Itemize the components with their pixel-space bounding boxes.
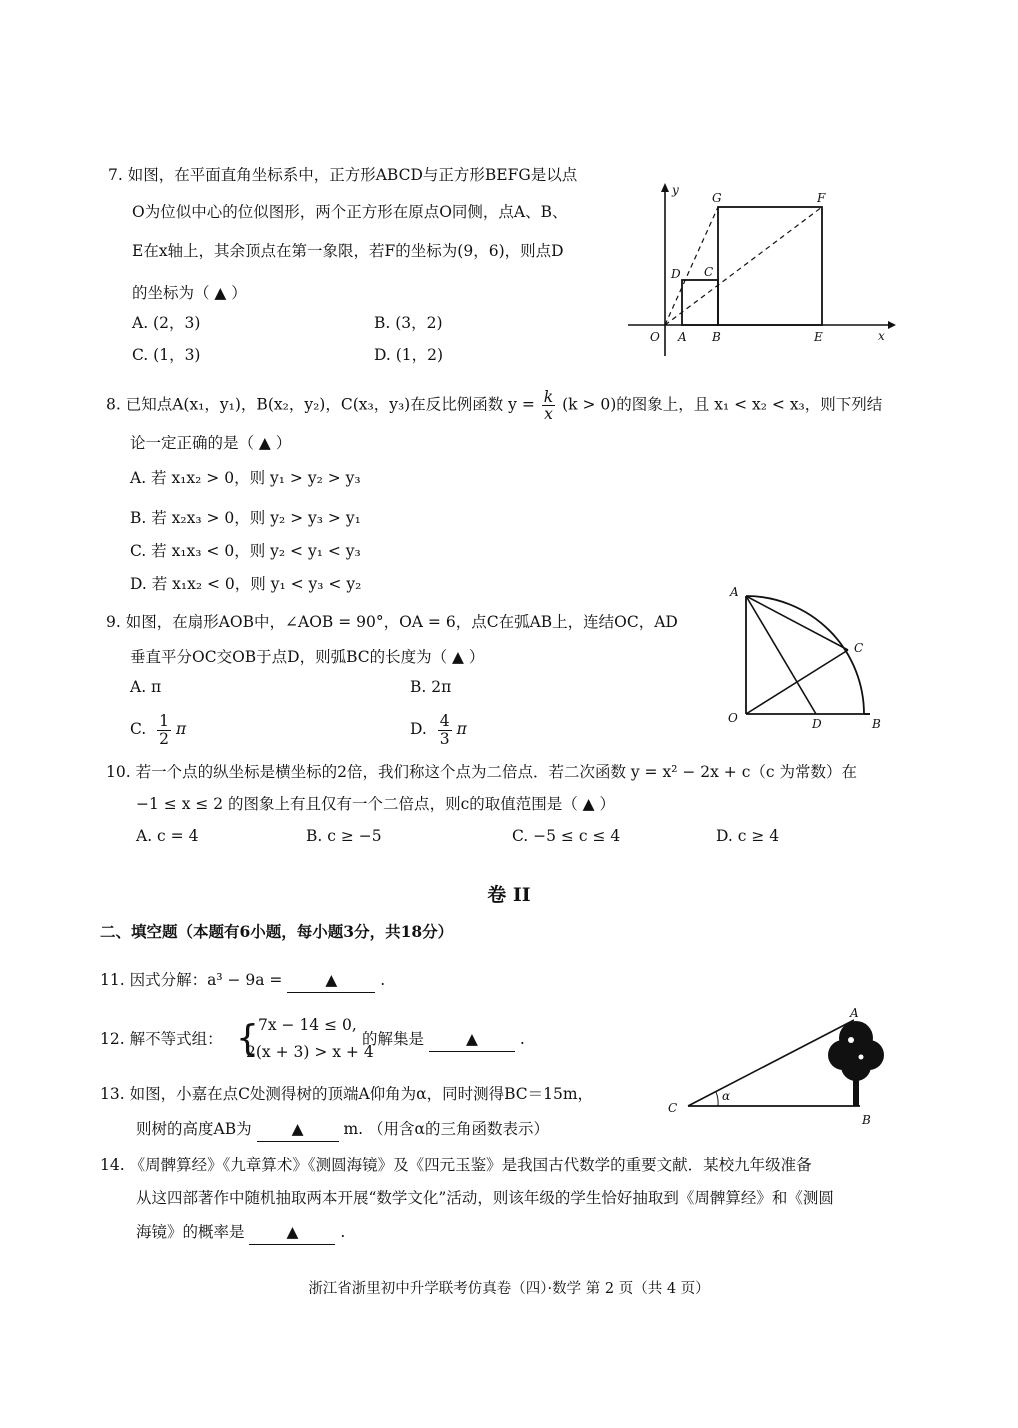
q12-inequality-2: 2(x + 3) > x + 4 [246,1043,374,1061]
q13-tree-figure [662,1002,894,1130]
q13-line2 [136,1117,549,1142]
label-d: D [812,717,822,731]
q7-option-d: D. (1，2) [374,346,444,364]
q7-coordinate-figure [620,178,900,362]
q11-end: . [380,971,386,989]
q9-option-d [410,708,467,750]
x-axis-arrow [888,321,896,329]
q12-tail [362,1027,525,1052]
q8-line1 [106,389,882,422]
q9-d-num: 4 [439,711,450,730]
q10-option-c: C. −5 ≤ c ≤ 4 [512,827,621,845]
q7-option-a: A. (2，3) [132,314,201,332]
q14-line3-a: 海镜》的概率是 [136,1223,245,1241]
q7-line4: 的坐标为（ ▲ ） [132,284,247,302]
q10-line1: 10. 若一个点的纵坐标是横坐标的2倍，我们称这个点为二倍点．若二次函数 y = x² − 2x + c（c 为常数）在 [106,763,857,781]
q9-option-c [130,708,186,750]
segment-ca [688,1020,854,1106]
page-footer-text: 浙江省浙里初中升学联考仿真卷（四）·数学 第 2 页（共 4 页） [308,1281,710,1297]
label-c: C [668,1101,678,1115]
label-alpha: α [722,1089,731,1103]
q14-answer-blank[interactable]: ▲ [249,1220,335,1245]
q8-fraction [542,389,555,422]
label-a: A [850,1006,859,1020]
q7-option-b: B. (3，2) [374,314,443,332]
q8-option-a: A. 若 x₁x₂ > 0，则 y₁ > y₂ > y₃ [130,469,361,487]
q14-line1: 14. 《周髀算经》《九章算术》《测圆海镜》及《四元玉鉴》是我国古代数学的重要文献．某校九年级准备 [100,1156,812,1174]
q7-option-c: C. (1，3) [132,346,201,364]
q9-sector-figure [722,582,892,732]
q9-c-num: 1 [159,711,170,730]
q8-option-c: C. 若 x₁x₃ < 0，则 y₂ < y₁ < y₃ [130,542,361,560]
page-footer [0,1277,1018,1301]
square-befg [718,207,822,325]
q8-frac-den: x [544,405,553,423]
q8-frac-num: k [543,388,554,406]
label-a: A [730,585,739,599]
q12-end: . [519,1030,525,1048]
q12-answer-blank[interactable]: ▲ [429,1027,515,1052]
label-o: O [728,711,738,725]
q9-line1: 9. 如图，在扇形AOB中，∠AOB = 90°，OA = 6，点C在弧AB上，连结OC，AD [106,613,678,631]
label-o: O [650,330,660,344]
q11-answer-blank[interactable]: ▲ [287,968,375,993]
q10-option-b: B. c ≥ −5 [306,827,382,845]
q9-option-c-fraction [157,713,171,748]
q8-line2: 论一定正确的是（ ▲ ） [130,434,292,452]
q8-option-b: B. 若 x₂x₃ > 0，则 y₂ > y₃ > y₁ [130,509,361,527]
y-axis-arrow [661,183,669,192]
q9-c-den: 2 [159,729,170,748]
q9-option-b: B. 2π [410,678,452,696]
q14-line3-b: . [340,1223,346,1241]
q13-answer-blank[interactable]: ▲ [257,1117,339,1142]
label-c: C [854,641,864,655]
q12-prefix: 12. 解不等式组： [100,1030,223,1048]
q9-option-c-prefix: C. [130,720,147,738]
q8-line1-b: (k > 0)的图象上，且 x₁ < x₂ < x₃，则下列结 [562,395,883,414]
q9-option-d-fraction [438,713,452,748]
part2-title-text: 卷 II [487,884,531,906]
q14-line3 [136,1220,345,1245]
label-f: F [817,191,826,205]
label-b: B [712,330,721,344]
q10-option-d: D. c ≥ 4 [716,827,780,845]
q9-d-den: 3 [439,729,450,748]
q12-brace: { [236,1018,259,1059]
q9-option-d-prefix: D. [410,720,427,738]
label-y: y [672,183,679,197]
label-x: x [878,329,885,343]
label-c: C [704,265,714,279]
q8-line1-a: 8. 已知点A(x₁，y₁)，B(x₂，y₂)，C(x₃，y₃)在反比例函数 y = [106,395,535,414]
q14-line2: 从这四部著作中随机抽取两本开展“数学文化”活动，则该年级的学生恰好抽取到《周髀算经》和《测圆 [136,1189,834,1207]
q13-line2-b: m. （用含α的三角函数表示） [343,1120,549,1138]
q11-text: 11. 因式分解：a³ − 9a = [100,971,283,989]
q9-option-d-suffix: π [456,720,467,738]
section2-heading: 二、填空题（本题有6小题，每小题3分，共18分） [100,922,454,941]
label-b: B [862,1113,871,1127]
q7-line1: 7. 如图，在平面直角坐标系中，正方形ABCD与正方形BEFG是以点 [108,166,578,184]
q13-line2-a: 则树的高度AB为 [136,1120,252,1138]
q7-line2: O为位似中心的位似图形，两个正方形在原点O同侧，点A、B、 [132,203,568,221]
q7-line3: E在x轴上，其余顶点在第一象限，若F的坐标为(9，6)，则点D [132,242,564,260]
label-b: B [872,717,881,731]
label-g: G [712,191,722,205]
q10-option-a: A. c = 4 [136,827,199,845]
q13-line1: 13. 如图，小嘉在点C处测得树的顶端A仰角为α，同时测得BC＝15m， [100,1085,594,1103]
q12-mid: 的解集是 [362,1030,425,1048]
square-abcd [682,280,718,325]
dashed-o-f [665,207,822,325]
label-e: E [814,330,823,344]
q9-line2: 垂直平分OC交OB于点D，则弧BC的长度为（ ▲ ） [130,648,485,666]
part2-title [0,883,1018,907]
q9-option-a: A. π [130,678,162,696]
tree-icon [828,1021,884,1106]
q12-inequality-1: 7x − 14 ≤ 0, [258,1016,357,1034]
q8-option-d: D. 若 x₁x₂ < 0，则 y₁ < y₃ < y₂ [130,575,362,593]
angle-arc [716,1092,718,1106]
label-d: D [671,267,681,281]
label-a: A [678,330,687,344]
q11 [100,968,385,993]
q9-option-c-suffix: π [175,720,187,738]
q10-line2: −1 ≤ x ≤ 2 的图象上有且仅有一个二倍点，则c的取值范围是（ ▲ ） [136,795,616,813]
